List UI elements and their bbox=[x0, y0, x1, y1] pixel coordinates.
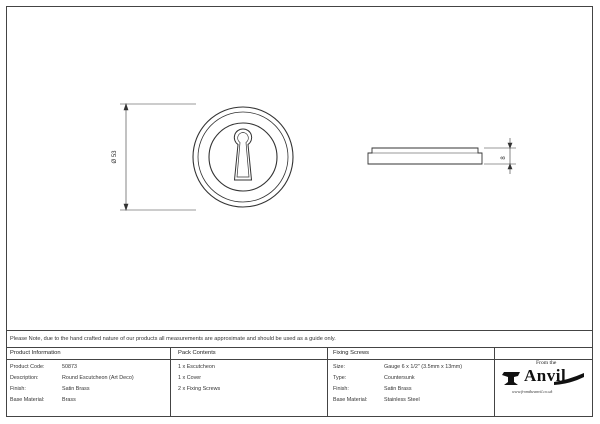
fixing-screws-title: Fixing Screws bbox=[333, 350, 370, 356]
dimension-arrow-up bbox=[124, 104, 128, 110]
side-view bbox=[368, 148, 482, 164]
note-divider bbox=[6, 330, 593, 331]
diameter-label: Ø 53 bbox=[112, 150, 118, 164]
logo-name: Anvil bbox=[524, 366, 567, 385]
thickness-label: 8 bbox=[501, 156, 507, 160]
table-divider bbox=[6, 347, 593, 348]
logo-from-text: From the bbox=[536, 360, 557, 366]
disclaimer-note: Please Note, due to the hand crafted nature of our products all measurements are approximate and should be used as a guide only. bbox=[10, 336, 336, 342]
column-divider-1 bbox=[170, 347, 171, 417]
row-value: 50873 bbox=[62, 364, 77, 370]
row-value: Round Escutcheon (Art Deco) bbox=[62, 375, 134, 381]
row-value: Brass bbox=[62, 397, 76, 403]
row-label: Type: bbox=[333, 375, 347, 381]
inner-face bbox=[209, 123, 277, 191]
keyhole-inner-outline bbox=[237, 133, 249, 178]
from-the-anvil-logo bbox=[498, 358, 590, 412]
pack-item: 1 x Cover bbox=[178, 375, 202, 381]
row-label: Finish: bbox=[10, 386, 26, 392]
row-label: Base Material: bbox=[10, 397, 45, 403]
thickness-dimension bbox=[484, 138, 516, 174]
column-divider-3 bbox=[494, 347, 495, 417]
row-label: Finish: bbox=[333, 386, 349, 392]
outer-rim bbox=[193, 107, 293, 207]
row-value: Countersunk bbox=[384, 375, 415, 381]
pack-contents-title: Pack Contents bbox=[178, 350, 216, 356]
product-info-title: Product Information bbox=[10, 350, 61, 356]
thickness-arrow-up bbox=[508, 164, 512, 169]
logo-url: www.fromtheanvil.co.uk bbox=[512, 389, 553, 394]
row-value: Stainless Steel bbox=[384, 397, 420, 403]
diameter-dimension bbox=[120, 104, 196, 210]
column-divider-2 bbox=[327, 347, 328, 417]
row-value: Gauge 6 x 1/2" (3.5mm x 13mm) bbox=[384, 364, 463, 370]
thickness-arrow-down bbox=[508, 143, 512, 148]
pack-item: 1 x Escutcheon bbox=[178, 364, 215, 370]
row-value: Satin Brass bbox=[62, 386, 90, 392]
row-value: Satin Brass bbox=[384, 386, 412, 392]
row-label: Description: bbox=[10, 375, 39, 381]
rim-step bbox=[198, 112, 288, 202]
dimension-arrow-down bbox=[124, 204, 128, 210]
row-label: Base Material: bbox=[333, 397, 368, 403]
front-view bbox=[193, 107, 293, 207]
side-profile bbox=[368, 148, 482, 164]
keyhole-outline bbox=[234, 129, 251, 180]
row-label: Size: bbox=[333, 364, 345, 370]
row-label: Product Code: bbox=[10, 364, 45, 370]
pack-item: 2 x Fixing Screws bbox=[178, 386, 221, 392]
